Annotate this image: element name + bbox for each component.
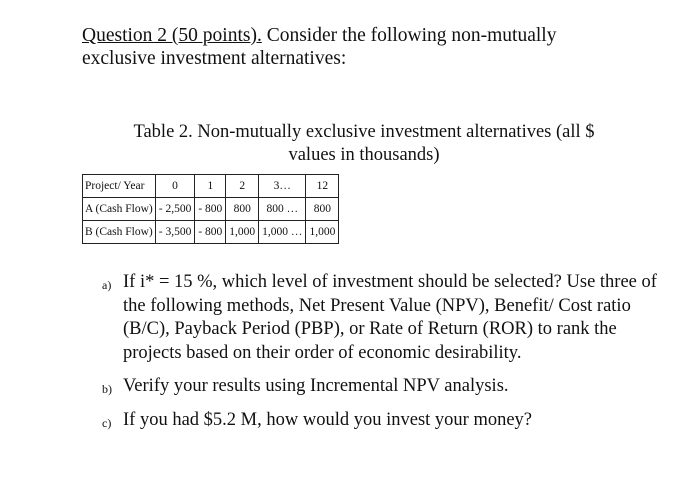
question-label: Question 2 (50 points).	[82, 25, 262, 46]
question-intro: Consider the following non-mutually	[261, 25, 557, 46]
header-cell-year-12: 12	[306, 175, 339, 198]
row-a-label: A (Cash Flow)	[83, 198, 156, 221]
question-heading	[82, 24, 682, 70]
part-c	[102, 409, 662, 433]
table-row-a	[83, 198, 339, 221]
row-a-year-1: - 800	[195, 198, 226, 221]
table-caption-line2: values in thousands)	[288, 145, 440, 165]
row-b-year-0: - 3,500	[155, 221, 195, 244]
header-cell-year-0: 0	[155, 175, 195, 198]
question-parts	[102, 271, 662, 432]
table-caption	[80, 121, 648, 167]
header-cell-year-1: 1	[195, 175, 226, 198]
row-a-year-3: 800 …	[259, 198, 306, 221]
part-b	[102, 375, 662, 399]
row-b-year-12: 1,000	[306, 221, 339, 244]
header-cell-year-3: 3…	[259, 175, 306, 198]
part-b-marker: b)	[102, 382, 112, 396]
table-caption-line1: Table 2. Non-mutually exclusive investment alternatives (all $	[133, 122, 595, 142]
row-b-label: B (Cash Flow)	[83, 221, 156, 244]
part-a-text: If i* = 15 %, which level of investment should be selected? Use three of the following methods, Net Present Value (NPV), Benefit/ Cost ratio (B/C), Payback Period (PBP), or Rate of Return (ROR) to rank the projects based on their order of economic desirability.	[123, 272, 657, 363]
row-a-year-2: 800	[226, 198, 259, 221]
part-c-text: If you had $5.2 M, how would you invest your money?	[123, 409, 533, 430]
row-a-year-12: 800	[306, 198, 339, 221]
row-a-year-0: - 2,500	[155, 198, 195, 221]
investment-table	[82, 174, 339, 244]
header-cell-project-year: Project/ Year	[83, 175, 156, 198]
part-a-marker: a)	[102, 278, 112, 292]
question-intro-continued: exclusive investment alternatives:	[82, 48, 347, 69]
header-cell-year-2: 2	[226, 175, 259, 198]
row-b-year-2: 1,000	[226, 221, 259, 244]
row-b-year-1: - 800	[195, 221, 226, 244]
row-b-year-3: 1,000 …	[259, 221, 306, 244]
part-b-text: Verify your results using Incremental NPV analysis.	[123, 376, 509, 396]
part-a	[102, 271, 662, 365]
table-row-b	[83, 221, 339, 244]
part-c-marker: c)	[102, 415, 112, 430]
table-header-row	[83, 175, 339, 198]
